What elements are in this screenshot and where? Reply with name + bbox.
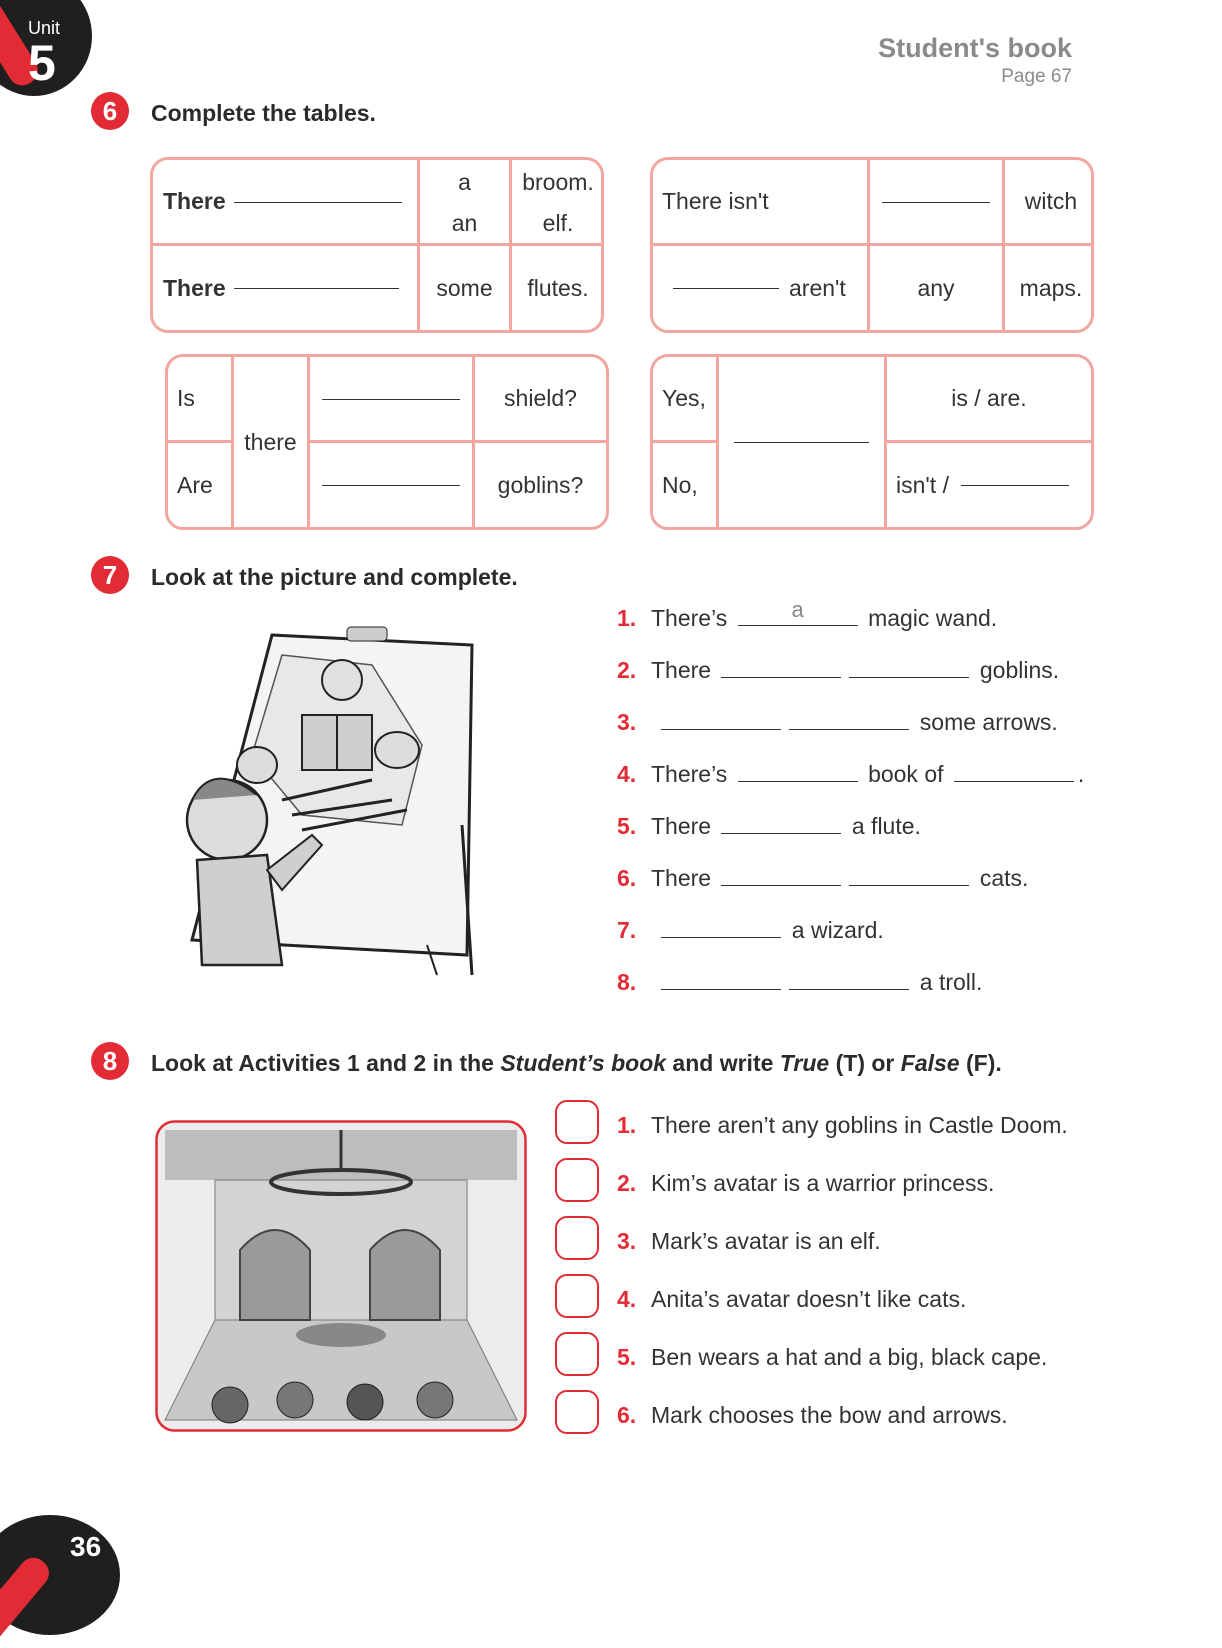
ex7-item-3: 3. some arrows.: [617, 709, 1058, 735]
ex7-item-7: 7. a wizard.: [617, 917, 884, 943]
t1-an: an: [451, 209, 478, 236]
t3-blank-2[interactable]: [322, 484, 460, 486]
ex8-item-3: 3. Mark’s avatar is an elf.: [617, 1228, 881, 1254]
t4-is-are: is / are.: [951, 385, 1027, 411]
exercise-8-number: 8: [91, 1042, 129, 1080]
t2-any: any: [917, 274, 955, 301]
ex7-blank-2a[interactable]: [721, 676, 841, 678]
t3-is: Is: [177, 385, 195, 411]
t3-shield: shield?: [504, 385, 577, 411]
t1-elf: elf.: [542, 209, 574, 236]
ex7-blank-5[interactable]: [721, 832, 841, 834]
table-is-are-there: [165, 354, 609, 530]
t2-witch: witch: [1024, 188, 1078, 214]
exercise-8-title: Look at Activities 1 and 2 in the Student’s book and write True (T) or False (F).: [151, 1050, 1002, 1076]
ex8-item-6: 6. Mark chooses the bow and arrows.: [617, 1402, 1008, 1428]
t1-a: a: [458, 168, 471, 195]
boy-drawing-illustration: [172, 625, 477, 981]
ex7-item-1: 1. There’s a magic wand.: [617, 597, 998, 631]
ex7-blank-7[interactable]: [661, 936, 781, 938]
unit-number: 5: [28, 35, 56, 91]
exercise-6-number: 6: [91, 92, 129, 130]
ex8-item-5: 5. Ben wears a hat and a big, black cape.: [617, 1344, 1048, 1370]
t1-broom: broom.: [522, 168, 594, 195]
t4-blank-1[interactable]: [734, 441, 869, 443]
table-yes-no: [650, 354, 1094, 530]
tf-box-6[interactable]: [555, 1390, 599, 1434]
ex7-item-6: 6. There cats.: [617, 865, 1029, 891]
page-number: 36: [70, 1531, 102, 1562]
castle-hall-illustration: [155, 1120, 527, 1432]
t3-goblins: goblins?: [497, 471, 584, 498]
t4-blank-1-cell: [719, 357, 884, 527]
t1-row2-col1: There: [163, 246, 413, 330]
t2-row2-col1: aren't: [673, 246, 867, 330]
t4-blank-2[interactable]: [961, 484, 1069, 486]
tf-box-5[interactable]: [555, 1332, 599, 1376]
student-book-title: Student's book: [878, 33, 1072, 63]
t1-blank-1[interactable]: [234, 201, 402, 203]
t3-blank-2-cell: [310, 443, 472, 527]
ex8-item-1: 1. There aren’t any goblins in Castle Doom.: [617, 1112, 1068, 1138]
exercise-7-title: Look at the picture and complete.: [151, 564, 518, 590]
ex7-blank-4b[interactable]: [954, 780, 1074, 782]
t2-blank-2[interactable]: [673, 287, 779, 289]
ex7-item-2: 2. There goblins.: [617, 657, 1060, 683]
ex7-item-5: 5. There a flute.: [617, 813, 921, 839]
t2-blank-1[interactable]: [882, 201, 990, 203]
ex7-blank-8a[interactable]: [661, 988, 781, 990]
table-there-isnt-arent: [650, 157, 1094, 333]
ex7-blank-1[interactable]: a: [738, 624, 858, 626]
t2-maps: maps.: [1019, 274, 1083, 301]
t4-yes: Yes,: [662, 385, 706, 411]
t2-blank-1-cell: [870, 160, 1002, 243]
t4-no: No,: [662, 471, 698, 498]
t3-blank-1-cell: [310, 357, 472, 440]
exercise-7-number: 7: [91, 556, 129, 594]
t4-row2-col3: isn't /: [896, 443, 1091, 527]
tf-box-1[interactable]: [555, 1100, 599, 1144]
student-book-page: Page 67: [1001, 66, 1072, 87]
unit-label: Unit: [28, 18, 61, 38]
ex7-blank-3b[interactable]: [789, 728, 909, 730]
table-there-is-are: [150, 157, 604, 333]
tf-box-2[interactable]: [555, 1158, 599, 1202]
ex7-blank-6b[interactable]: [849, 884, 969, 886]
t2-there-isnt: There isn't: [662, 188, 769, 214]
t1-some: some: [436, 274, 493, 301]
ex7-blank-6a[interactable]: [721, 884, 841, 886]
t1-blank-2[interactable]: [234, 287, 399, 289]
t3-there: there: [244, 428, 297, 455]
t1-flutes: flutes.: [527, 274, 589, 301]
tf-box-3[interactable]: [555, 1216, 599, 1260]
t1-row1-col1: There: [163, 160, 413, 243]
ex8-item-2: 2. Kim’s avatar is a warrior princess.: [617, 1170, 995, 1196]
ex7-blank-8b[interactable]: [789, 988, 909, 990]
ex7-blank-3a[interactable]: [661, 728, 781, 730]
ex8-item-4: 4. Anita’s avatar doesn’t like cats.: [617, 1286, 967, 1312]
t3-are: Are: [177, 471, 213, 498]
tf-box-4[interactable]: [555, 1274, 599, 1318]
ex7-item-8: 8. a troll.: [617, 969, 983, 995]
exercise-6-title: Complete the tables.: [151, 100, 376, 126]
ex7-blank-2b[interactable]: [849, 676, 969, 678]
t3-blank-1[interactable]: [322, 398, 460, 400]
ex7-item-4: 4. There’s book of .: [617, 761, 1085, 787]
ex7-blank-4a[interactable]: [738, 780, 858, 782]
